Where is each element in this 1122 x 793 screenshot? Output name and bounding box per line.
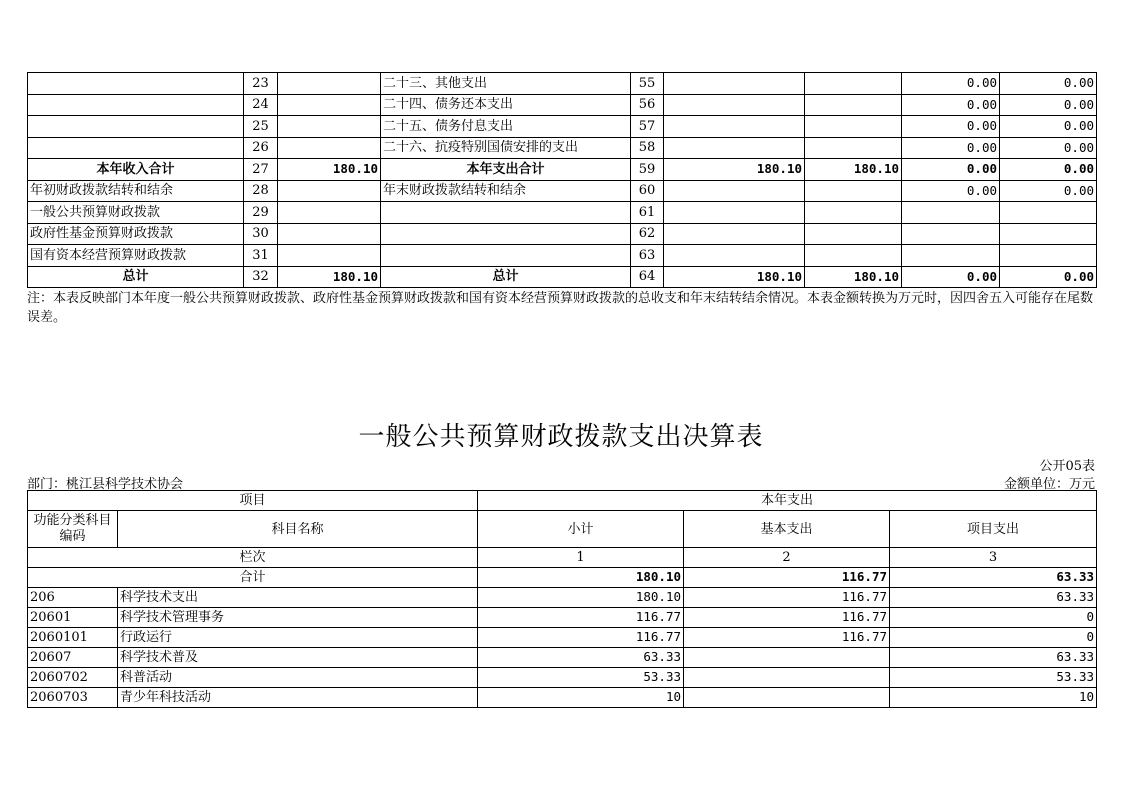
expense-gov-fund-cell: 0.00 bbox=[902, 94, 1000, 116]
income-item-cell: 一般公共预算财政拨款 bbox=[28, 202, 244, 224]
expense-line-no-cell: 60 bbox=[631, 180, 664, 202]
table-note: 注：本表反映部门本年度一般公共预算财政拨款、政府性基金预算财政拨款和国有资本经营预算财政拨款的总收支和年末结转结余情况。本表金额转换为万元时，因四舍五入可能存在尾数误差。 bbox=[27, 291, 1094, 325]
table-row bbox=[28, 648, 1097, 668]
total-basic: 116.77 bbox=[684, 568, 890, 588]
income-line-no-cell: 24 bbox=[244, 94, 278, 116]
income-item-cell bbox=[28, 94, 244, 116]
basic-cell bbox=[684, 668, 890, 688]
expense-gov-fund-cell: 0.00 bbox=[902, 116, 1000, 138]
income-amount-cell bbox=[278, 73, 381, 95]
expense-gov-fund-cell bbox=[902, 202, 1000, 224]
expense-general-budget-cell bbox=[805, 137, 902, 159]
expense-general-budget-cell bbox=[805, 223, 902, 245]
subtotal-cell: 63.33 bbox=[478, 648, 684, 668]
income-amount-cell bbox=[278, 245, 381, 267]
expense-state-capital-cell: 0.00 bbox=[1000, 266, 1097, 288]
expense-line-no-cell: 62 bbox=[631, 223, 664, 245]
table-row bbox=[28, 73, 1097, 95]
code-cell: 2060101 bbox=[28, 628, 118, 648]
name-cell: 科学技术普及 bbox=[118, 648, 478, 668]
expense-item-cell: 二十六、抗疫特别国债安排的支出 bbox=[381, 137, 631, 159]
expense-gov-fund-cell: 0.00 bbox=[902, 180, 1000, 202]
expense-total-cell bbox=[664, 180, 805, 202]
expense-state-capital-cell bbox=[1000, 202, 1097, 224]
expense-state-capital-cell: 0.00 bbox=[1000, 180, 1097, 202]
basic-cell bbox=[684, 688, 890, 708]
program-cell: 0 bbox=[890, 628, 1097, 648]
expense-state-capital-cell bbox=[1000, 245, 1097, 267]
income-item-cell: 总计 bbox=[28, 266, 244, 288]
income-amount-cell: 180.10 bbox=[278, 266, 381, 288]
expense-general-budget-cell bbox=[805, 94, 902, 116]
program-cell: 53.33 bbox=[890, 668, 1097, 688]
table-row bbox=[28, 688, 1097, 708]
income-amount-cell: 180.10 bbox=[278, 159, 381, 181]
program-cell: 0 bbox=[890, 608, 1097, 628]
expense-general-budget-cell bbox=[805, 202, 902, 224]
income-line-no-cell: 25 bbox=[244, 116, 278, 138]
table-row bbox=[28, 202, 1097, 224]
expense-item-cell: 二十四、债务还本支出 bbox=[381, 94, 631, 116]
basic-cell: 116.77 bbox=[684, 588, 890, 608]
name-cell: 科学技术管理事务 bbox=[118, 608, 478, 628]
expense-state-capital-cell: 0.00 bbox=[1000, 116, 1097, 138]
income-expense-summary-table bbox=[27, 72, 1097, 288]
expense-line-no-cell: 57 bbox=[631, 116, 664, 138]
income-line-no-cell: 28 bbox=[244, 180, 278, 202]
expense-total-cell bbox=[664, 94, 805, 116]
table-row bbox=[28, 668, 1097, 688]
code-cell: 20607 bbox=[28, 648, 118, 668]
expense-general-budget-cell bbox=[805, 116, 902, 138]
expense-item-cell: 本年支出合计 bbox=[381, 159, 631, 181]
page-title: 一般公共预算财政拨款支出决算表 bbox=[358, 422, 764, 452]
expense-line-no-cell: 61 bbox=[631, 202, 664, 224]
income-line-no-cell: 30 bbox=[244, 223, 278, 245]
code-cell: 206 bbox=[28, 588, 118, 608]
income-amount-cell bbox=[278, 202, 381, 224]
name-cell: 科普活动 bbox=[118, 668, 478, 688]
income-line-no-cell: 27 bbox=[244, 159, 278, 181]
income-item-cell bbox=[28, 137, 244, 159]
income-amount-cell bbox=[278, 116, 381, 138]
expense-item-cell bbox=[381, 245, 631, 267]
table-row bbox=[28, 223, 1097, 245]
column-number-1: 1 bbox=[478, 548, 684, 568]
expense-line-no-cell: 63 bbox=[631, 245, 664, 267]
expense-state-capital-cell: 0.00 bbox=[1000, 159, 1097, 181]
basic-cell: 116.77 bbox=[684, 628, 890, 648]
income-amount-cell bbox=[278, 223, 381, 245]
income-item-cell: 本年收入合计 bbox=[28, 159, 244, 181]
expense-gov-fund-cell: 0.00 bbox=[902, 137, 1000, 159]
expense-line-no-cell: 59 bbox=[631, 159, 664, 181]
expense-general-budget-cell: 180.10 bbox=[805, 266, 902, 288]
department-label: 部门：桃江县科学技术协会 bbox=[27, 477, 184, 492]
expense-total-cell: 180.10 bbox=[664, 159, 805, 181]
code-header: 功能分类科目编码 bbox=[28, 511, 118, 548]
expense-total-cell bbox=[664, 137, 805, 159]
column-number-2: 2 bbox=[684, 548, 890, 568]
expense-state-capital-cell: 0.00 bbox=[1000, 137, 1097, 159]
table-row bbox=[28, 266, 1097, 288]
subtotal-cell: 10 bbox=[478, 688, 684, 708]
total-program: 63.33 bbox=[890, 568, 1097, 588]
subtotal-cell: 116.77 bbox=[478, 608, 684, 628]
total-row bbox=[28, 568, 1097, 588]
column-number-label: 栏次 bbox=[28, 548, 478, 568]
total-subtotal: 180.10 bbox=[478, 568, 684, 588]
income-item-cell bbox=[28, 73, 244, 95]
expense-state-capital-cell: 0.00 bbox=[1000, 94, 1097, 116]
program-cell: 63.33 bbox=[890, 648, 1097, 668]
form-number: 公开05表 bbox=[1039, 459, 1095, 474]
expense-gov-fund-cell: 0.00 bbox=[902, 73, 1000, 95]
program-cell: 63.33 bbox=[890, 588, 1097, 608]
basic-cell bbox=[684, 648, 890, 668]
expense-gov-fund-cell: 0.00 bbox=[902, 266, 1000, 288]
expense-line-no-cell: 55 bbox=[631, 73, 664, 95]
subtotal-cell: 180.10 bbox=[478, 588, 684, 608]
expense-total-cell bbox=[664, 116, 805, 138]
expense-item-cell: 年末财政拨款结转和结余 bbox=[381, 180, 631, 202]
income-line-no-cell: 29 bbox=[244, 202, 278, 224]
name-cell: 青少年科技活动 bbox=[118, 688, 478, 708]
income-item-cell: 国有资本经营预算财政拨款 bbox=[28, 245, 244, 267]
income-line-no-cell: 31 bbox=[244, 245, 278, 267]
program-header: 项目支出 bbox=[890, 511, 1097, 548]
expense-item-cell bbox=[381, 202, 631, 224]
subtotal-header: 小计 bbox=[478, 511, 684, 548]
expense-item-cell: 二十五、债务付息支出 bbox=[381, 116, 631, 138]
column-number-3: 3 bbox=[890, 548, 1097, 568]
expense-gov-fund-cell: 0.00 bbox=[902, 159, 1000, 181]
income-line-no-cell: 26 bbox=[244, 137, 278, 159]
table-row bbox=[28, 628, 1097, 648]
expense-general-budget-cell: 180.10 bbox=[805, 159, 902, 181]
header-row-1 bbox=[28, 491, 1097, 511]
expense-item-cell: 二十三、其他支出 bbox=[381, 73, 631, 95]
column-number-row bbox=[28, 548, 1097, 568]
expense-total-cell bbox=[664, 73, 805, 95]
income-item-cell: 政府性基金预算财政拨款 bbox=[28, 223, 244, 245]
table-row bbox=[28, 94, 1097, 116]
name-cell: 科学技术支出 bbox=[118, 588, 478, 608]
project-header: 项目 bbox=[28, 491, 478, 511]
basic-cell: 116.77 bbox=[684, 608, 890, 628]
income-line-no-cell: 23 bbox=[244, 73, 278, 95]
current-year-header: 本年支出 bbox=[478, 491, 1097, 511]
table-row bbox=[28, 137, 1097, 159]
total-label: 合计 bbox=[28, 568, 478, 588]
income-amount-cell bbox=[278, 180, 381, 202]
expense-item-cell: 总计 bbox=[381, 266, 631, 288]
income-item-cell bbox=[28, 116, 244, 138]
table-row bbox=[28, 588, 1097, 608]
code-cell: 2060703 bbox=[28, 688, 118, 708]
income-item-cell: 年初财政拨款结转和结余 bbox=[28, 180, 244, 202]
expense-state-capital-cell bbox=[1000, 223, 1097, 245]
expense-general-budget-cell bbox=[805, 180, 902, 202]
expense-general-budget-cell bbox=[805, 73, 902, 95]
amount-unit-label: 金额单位：万元 bbox=[1003, 477, 1095, 492]
expense-total-cell bbox=[664, 245, 805, 267]
table-row bbox=[28, 608, 1097, 628]
subtotal-cell: 53.33 bbox=[478, 668, 684, 688]
expense-state-capital-cell: 0.00 bbox=[1000, 73, 1097, 95]
expense-gov-fund-cell bbox=[902, 223, 1000, 245]
expense-line-no-cell: 58 bbox=[631, 137, 664, 159]
table-row bbox=[28, 245, 1097, 267]
code-cell: 20601 bbox=[28, 608, 118, 628]
program-cell: 10 bbox=[890, 688, 1097, 708]
income-amount-cell bbox=[278, 137, 381, 159]
income-amount-cell bbox=[278, 94, 381, 116]
expense-item-cell bbox=[381, 223, 631, 245]
table-row bbox=[28, 180, 1097, 202]
income-line-no-cell: 32 bbox=[244, 266, 278, 288]
expense-total-cell bbox=[664, 223, 805, 245]
name-cell: 行政运行 bbox=[118, 628, 478, 648]
subtotal-cell: 116.77 bbox=[478, 628, 684, 648]
expense-total-cell: 180.10 bbox=[664, 266, 805, 288]
expense-line-no-cell: 56 bbox=[631, 94, 664, 116]
expense-gov-fund-cell bbox=[902, 245, 1000, 267]
expense-general-budget-cell bbox=[805, 245, 902, 267]
expense-total-cell bbox=[664, 202, 805, 224]
code-cell: 2060702 bbox=[28, 668, 118, 688]
header-row-2 bbox=[28, 511, 1097, 548]
basic-header: 基本支出 bbox=[684, 511, 890, 548]
name-header: 科目名称 bbox=[118, 511, 478, 548]
expenditure-table bbox=[27, 490, 1097, 708]
table-row bbox=[28, 159, 1097, 181]
expense-line-no-cell: 64 bbox=[631, 266, 664, 288]
table-row bbox=[28, 116, 1097, 138]
